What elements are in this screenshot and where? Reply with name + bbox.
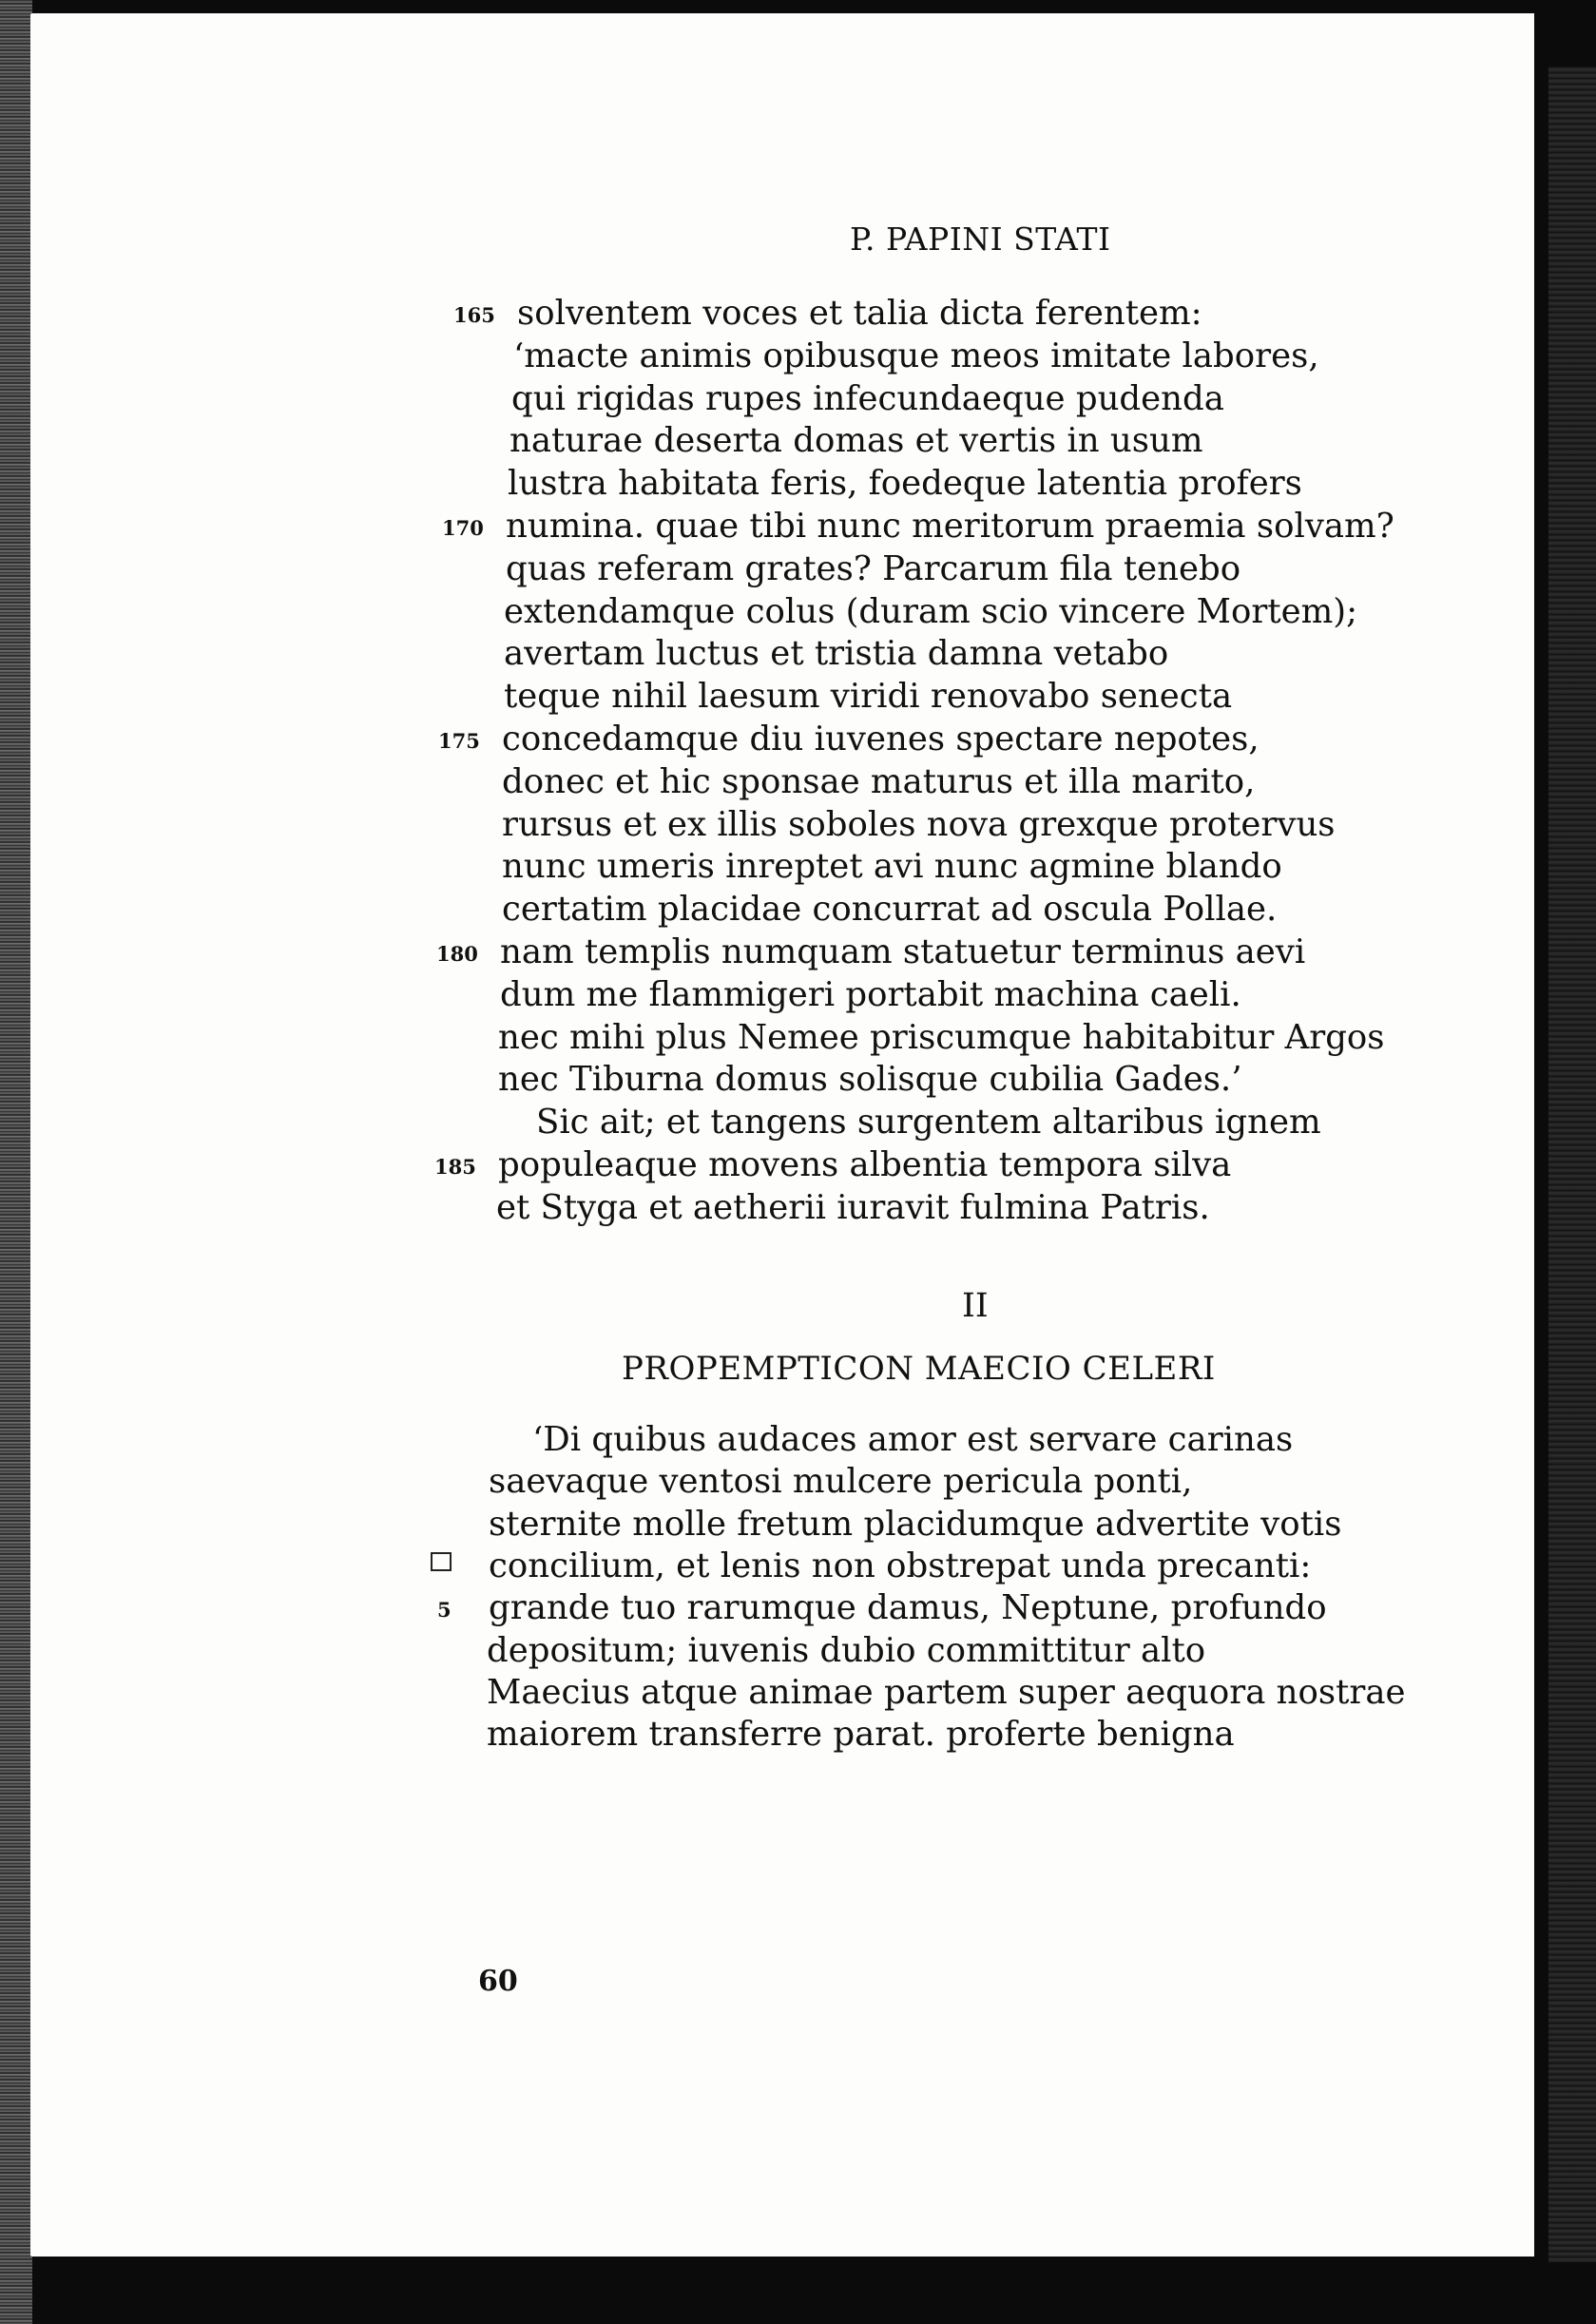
book-page [30, 13, 1534, 2257]
verse-line: concilium, et lenis non obstrepat unda precanti: [489, 1546, 1312, 1585]
page-number: 60 [478, 1965, 518, 1998]
verse-line: certatim placidae concurrat ad oscula Pollae. [502, 890, 1278, 930]
line-number: 170 [442, 516, 484, 540]
verse-line: populeaque movens albentia tempora silva [498, 1145, 1232, 1184]
section-number: II [962, 1287, 989, 1325]
verse-line: grande tuo rarumque damus, Neptune, profundo [489, 1588, 1327, 1628]
verse-line: lustra habitata feris, foedeque latentia profers [508, 464, 1302, 504]
margin-checkbox-mark [431, 1552, 452, 1571]
verse-line: rursus et ex illis soboles nova grexque protervus [502, 804, 1336, 844]
verse-line: nec mihi plus Nemee priscumque habitabitur Argos [498, 1017, 1385, 1057]
right-scan-edge [1548, 67, 1596, 2262]
line-number: 165 [453, 303, 495, 327]
verse-line: ‘Di quibus audaces amor est servare carinas [532, 1420, 1294, 1459]
verse-line: numina. quae tibi nunc meritorum praemia solvam? [506, 507, 1394, 546]
running-head: P. PAPINI STATI [850, 221, 1111, 258]
verse-line: qui rigidas rupes infecundaeque pudenda [511, 378, 1224, 418]
verse-line: et Styga et aetherii iuravit fulmina Patris. [496, 1187, 1210, 1227]
verse-line: nam templis numquam statuetur terminus aevi [500, 932, 1306, 971]
verse-line: ‘macte animis opibusque meos imitate labores, [513, 336, 1319, 375]
verse-line: nec Tiburna domus solisque cubilia Gades.’ [498, 1060, 1242, 1100]
verse-line: Maecius atque animae partem super aequora nostrae [487, 1672, 1406, 1712]
verse-line: solventem voces et talia dicta ferentem: [517, 294, 1202, 333]
verse-line: naturae deserta domas et vertis in usum [510, 421, 1203, 461]
verse-line: concedamque diu iuvenes spectare nepotes, [502, 720, 1259, 759]
verse-line: dum me flammigeri portabit machina caeli. [500, 974, 1241, 1014]
verse-line: maiorem transferre parat. proferte benigna [487, 1715, 1235, 1755]
verse-line: quas referam grates? Parcarum fila tenebo [506, 548, 1241, 588]
verse-line: teque nihil laesum viridi renovabo senecta [504, 677, 1233, 717]
section-title: PROPEMPTICON MAECIO CELERI [622, 1350, 1216, 1388]
line-number: 175 [438, 729, 480, 753]
verse-line: Sic ait; et tangens surgentem altaribus ignem [536, 1103, 1321, 1143]
verse-line: avertam luctus et tristia damna vetabo [504, 634, 1169, 674]
line-number: 180 [436, 942, 478, 966]
line-number: 185 [434, 1155, 476, 1179]
verse-line: depositum; iuvenis dubio committitur alto [487, 1630, 1206, 1670]
left-scan-edge [0, 0, 32, 2324]
verse-line: extendamque colus (duram scio vincere Mortem); [504, 591, 1358, 631]
verse-line: nunc umeris inreptet avi nunc agmine blando [502, 847, 1282, 887]
verse-line: saevaque ventosi mulcere pericula ponti, [489, 1462, 1193, 1502]
verse-line: sternite molle fretum placidumque advertite votis [489, 1504, 1342, 1544]
verse-line: donec et hic sponsae maturus et illa marito, [502, 761, 1256, 801]
line-number: 5 [437, 1598, 452, 1623]
